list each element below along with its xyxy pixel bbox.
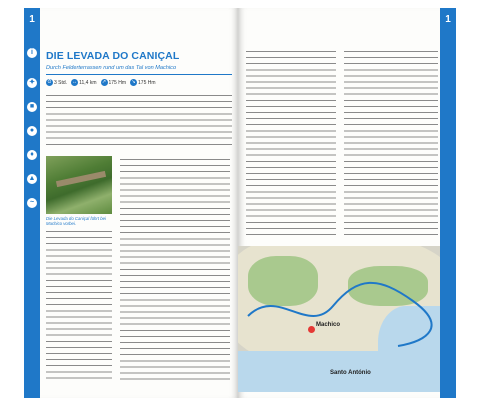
map-label-santo-antonio: Santo António [330, 370, 371, 376]
tour-title: DIE LEVADA DO CANIÇAL [46, 50, 180, 62]
tour-subtitle: Durch Felderterrassen rund um das Tal von Machico [46, 65, 177, 71]
info-block [46, 92, 232, 146]
text-column-3 [246, 48, 336, 240]
map-label-machico: Machico [316, 322, 341, 328]
open-book [24, 8, 456, 398]
tour-number-right: 1 [445, 14, 451, 25]
tour-number: 1 [29, 14, 35, 25]
text-column-4 [344, 48, 438, 240]
viewpoint-icon: ▲ [28, 175, 36, 182]
stat-descent: ↘ 175 Hm [131, 79, 156, 86]
tour-stats [46, 79, 156, 86]
descent-icon: ↘ [131, 79, 136, 85]
start-marker-icon [308, 326, 315, 333]
family-icon: ● [27, 126, 37, 136]
left-page [24, 8, 238, 398]
bus-icon: ■ [27, 102, 37, 112]
stat-distance: ↔ 11,4 km [72, 79, 97, 86]
distance-icon: ↔ [72, 79, 78, 85]
walker-icon: ✦ [27, 78, 37, 88]
stat-ascent: ↗ 175 Hm [101, 79, 127, 86]
ascent-icon: ↗ [101, 79, 107, 85]
info-icon: i [27, 48, 37, 58]
text-column-2 [120, 156, 230, 380]
text-column-1 [46, 228, 112, 380]
right-page [238, 8, 456, 398]
tour-sidebar-right [440, 8, 456, 398]
tour-sidebar [24, 8, 40, 398]
restaurant-icon: ♦ [27, 150, 37, 160]
swim-icon: ~ [27, 198, 37, 208]
levada-photo [46, 156, 112, 214]
photo-caption: Die Levada do Caniçal führt bei Machico vorbei. [46, 216, 106, 226]
route-map [238, 246, 440, 392]
title-rule [46, 74, 232, 75]
stat-time: ⏱ 3 Std. [47, 79, 68, 86]
clock-icon: ⏱ [47, 79, 52, 85]
